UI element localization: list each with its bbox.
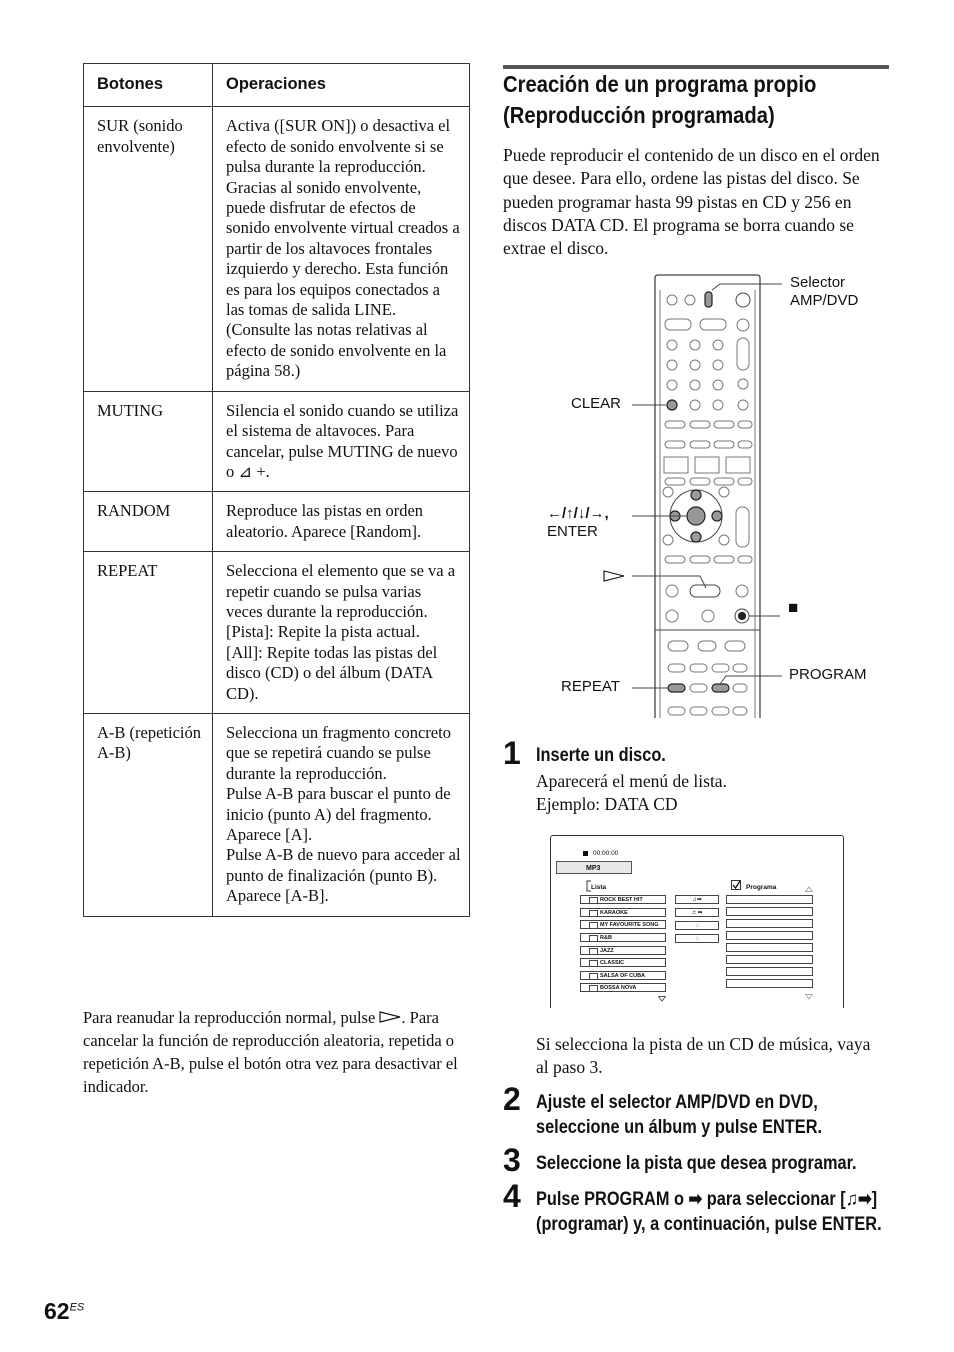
arrows-label: ←/↑/↓/→,	[547, 505, 609, 522]
stop-label: ■	[788, 598, 799, 617]
folder-icon	[589, 922, 598, 929]
scroll-down-icon[interactable]	[805, 994, 813, 1000]
table-row	[84, 492, 470, 552]
page-number	[44, 1298, 84, 1325]
button-cell: SUR (sonido envolvente)	[84, 107, 213, 391]
header-buttons: Botones	[84, 64, 213, 107]
list-item[interactable]	[580, 958, 666, 967]
folder-name: R&B	[600, 935, 612, 941]
folder-name: SALSA OF CUBA	[600, 973, 646, 979]
page-language-suffix: ES	[69, 1301, 85, 1314]
folder-name: BOSSA NOVA	[600, 985, 637, 991]
program-clear-button[interactable]: ♫	[675, 934, 719, 943]
step-1-number: 1	[503, 735, 521, 771]
folder-name: CLASSIC	[600, 960, 625, 966]
step-1-body: Aparecerá el menú de lista. Ejemplo: DATA CD	[536, 771, 727, 815]
button-cell: MUTING	[84, 391, 213, 492]
program-slot[interactable]	[726, 943, 813, 952]
note-text-start: Para reanudar la reproducción normal, pulse	[83, 1008, 380, 1027]
header-operations: Operaciones	[213, 64, 470, 107]
program-add-button[interactable]: ♫➡	[675, 895, 719, 904]
remote-illustration	[500, 270, 880, 720]
step-4-title: Pulse PROGRAM o ➡ para seleccionar [♫➡] (programar) y, a continuación, pulse ENTER.	[536, 1189, 882, 1235]
resume-note	[83, 1006, 473, 1098]
program-title: Programa	[746, 884, 777, 891]
clear-label: CLEAR	[571, 395, 622, 412]
button-cell: A-B (repetición A-B)	[84, 713, 213, 916]
folder-icon	[589, 948, 598, 955]
scroll-up-icon[interactable]	[805, 886, 813, 892]
program-slot[interactable]	[726, 955, 813, 964]
list-item[interactable]	[580, 983, 666, 992]
list-item[interactable]	[580, 933, 666, 942]
scroll-down-icon[interactable]	[658, 996, 666, 1002]
operation-cell: Silencia el sonido cuando se utiliza el sistema de altavoces. Para cancelar, pulse MUTING de nuevo o ⊿ +.	[213, 391, 470, 492]
enter-label: ENTER	[547, 523, 598, 540]
button-cell: RANDOM	[84, 492, 213, 552]
table-row	[84, 391, 470, 492]
operations-table	[83, 63, 470, 917]
table-row	[84, 552, 470, 714]
program-slot[interactable]	[726, 931, 813, 940]
note-text-rest: Para cancelar la función de reproducción aleatoria, repetida o repetición A-B, pulse el botón otra vez para desactivar el indicador.	[83, 1008, 458, 1096]
page-number-value: 62	[44, 1298, 70, 1324]
list-menu-screen	[550, 835, 844, 1008]
table-header-row	[84, 64, 470, 107]
list-item[interactable]	[580, 946, 666, 955]
list-item[interactable]	[580, 971, 666, 980]
step-1-after: Si selecciona la pista de un CD de música, vaya al paso 3.	[536, 1034, 871, 1078]
list-title: Lista	[591, 884, 607, 891]
folder-name: KARAOKE	[600, 910, 628, 916]
section-title: Creación de un programa propio (Reproducción programada)	[503, 71, 817, 128]
button-cell: REPEAT	[84, 552, 213, 714]
step-3-number: 3	[503, 1142, 521, 1178]
step-2-number: 2	[503, 1081, 521, 1117]
program-remove-button[interactable]: ♫	[675, 921, 719, 930]
folder-icon	[589, 897, 598, 904]
operation-cell: Activa ([SUR ON]) o desactiva el efecto de sonido envolvente si se pulsa durante la reproducción. Gracias al sonido envolvente, puede disfrutar de efectos de sonido envolvente virtual creados a partir de los altavoces frontales izquierdo y derecho. Esta función es para los equipos conectados a las tomas de salida LINE. (Consulte las notas relativas al efecto de sonido envolvente en la página 58.)	[213, 107, 470, 391]
repeat-label: REPEAT	[561, 678, 620, 695]
folder-icon	[589, 973, 598, 980]
step-4-number: 4	[503, 1178, 521, 1214]
table-row	[84, 107, 470, 391]
folder-icon	[589, 985, 598, 992]
selector-label: Selector AMP/DVD	[790, 274, 859, 309]
program-slot[interactable]	[726, 979, 813, 988]
list-item[interactable]	[580, 895, 666, 904]
list-item[interactable]	[580, 920, 666, 929]
play-icon	[604, 571, 624, 581]
album-name: MP3	[556, 861, 632, 874]
program-slot[interactable]	[726, 967, 813, 976]
folder-name: ROCK BEST HIT	[600, 897, 643, 903]
check-icon	[731, 880, 742, 891]
note-text-end: .	[401, 1008, 406, 1027]
list-item[interactable]	[580, 908, 666, 917]
program-slot[interactable]	[726, 907, 813, 916]
folder-icon	[589, 935, 598, 942]
play-icon	[379, 1011, 401, 1023]
time-display: 00:00:00	[593, 850, 619, 857]
folder-icon	[589, 910, 598, 917]
step-1-title: Inserte un disco.	[536, 745, 666, 766]
program-add-all-button[interactable]: ♬➡	[675, 908, 719, 917]
program-slot[interactable]	[726, 895, 813, 904]
folder-icon	[589, 960, 598, 967]
operation-cell: Reproduce las pistas en orden aleatorio. Aparece [Random].	[213, 492, 470, 552]
program-label: PROGRAM	[789, 666, 867, 683]
step-3-title: Seleccione la pista que desea programar.	[536, 1153, 857, 1174]
step-2-title: Ajuste el selector AMP/DVD en DVD, seleccione un álbum y pulse ENTER.	[536, 1092, 823, 1138]
section-intro: Puede reproducir el contenido de un disco en el orden que desee. Para ello, ordene las pistas del disco. Se pueden programar hasta 99 pistas en CD y 256 en discos DATA CD. El programa se borra cuando se extrae el disco.	[503, 145, 880, 259]
operation-cell: Selecciona un fragmento concreto que se repetirá cuando se pulse durante la reproducción. Pulse A-B para buscar el punto de inicio (punto A) del fragmento. Aparece [A]. Pulse A-B de nuevo para acceder al punto de finalización (punto B). Aparece [A-B].	[213, 713, 470, 916]
folder-name: JAZZ	[600, 948, 614, 954]
program-slot[interactable]	[726, 919, 813, 928]
table-row	[84, 713, 470, 916]
folder-name: MY FAVOURITE SONG	[600, 922, 659, 928]
stop-icon	[583, 851, 588, 856]
operation-cell: Selecciona el elemento que se va a repetir cuando se pulsa varias veces durante la reproducción. [Pista]: Repite la pista actual. [All]: Repite todas las pistas del disco (CD) o del álbum (DATA CD).	[213, 552, 470, 714]
